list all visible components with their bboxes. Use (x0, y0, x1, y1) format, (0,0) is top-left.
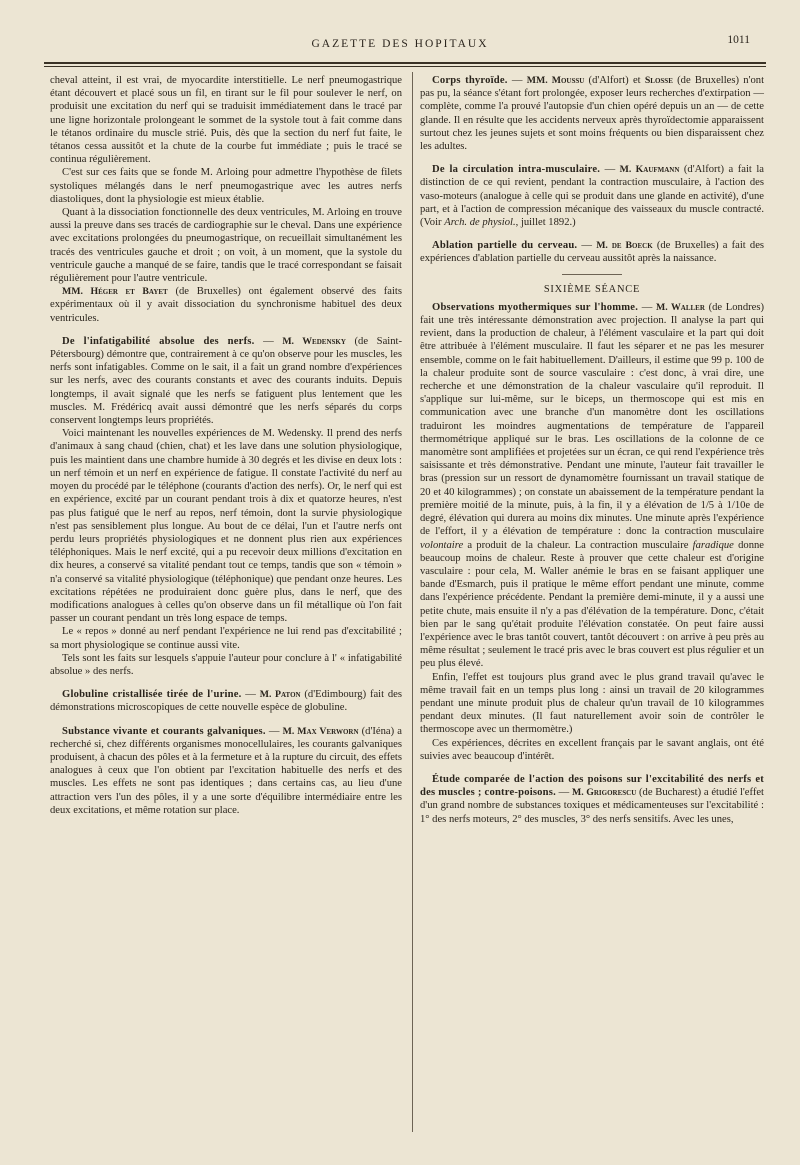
column-divider (412, 72, 413, 1132)
paragraph-text: (de Bruxelles) ont également observé des faits expérimentaux où il y avait dissociation du synchronisme habituel des deux ventricules. (50, 286, 402, 324)
author-name: M. Waller (656, 301, 705, 313)
right-column (420, 74, 764, 826)
section-title: Étude comparée de l'action des poisons sur l'excitabilité des nerfs et des muscles ; contre-poisons. (420, 773, 764, 799)
section-thyroid (420, 74, 764, 153)
paragraph: Ces expériences, décrites en excellent français par le savant anglais, ont été suivies avec beaucoup d'intérêt. (420, 737, 764, 762)
paragraph-text: (d'Edimbourg) fait des démonstrations microscopiques de cette nouvelle espèce de globuline. (50, 689, 402, 714)
italic-term: faradique (692, 539, 734, 551)
page-header (0, 34, 800, 58)
section-ablation (420, 239, 764, 265)
italic-term: volontaire (420, 539, 464, 551)
author-name: M. Kaufmann (619, 164, 680, 176)
section-title: Observations myothermiques sur l'homme. (432, 301, 639, 313)
paragraph: Voici maintenant les nouvelles expériences de M. Wedensky. Il prend des nerfs d'animaux à sang chaud (chien, chat) et les lave dans une solution physiologique, puis les maintient dans une chambre humide à 30 degrés et les divise en deux lots : un nerf témoin et un nerf en expérience de fatigue. Il constate l'activité du nerf au moyen du procédé par le téléphone (courants d'action des nerfs). Or, le nerf qui est en expérience, excité par un courant pendant trois à dix et quatorze heures, n'est pas plus fatigué que le nerf au repos, nerf témoin, dont la survie physiologique n'est pas sensiblement plus longue. Au bout de ce délai, l'un et l'autre nerfs ont perdu leurs propriétés physiologiques et ne donnent plus rien aux expériences téléphoniques. Mais le nerf excité, qui a pu recevoir deux millions d'excitation en dix heures, a conservé sa vitalité pendant tout ce temps, tandis que son « témoin » n'a conservé sa vitalité physiologique (téléphonique) que pendant onze heures. Les excitations répétées ne produiraient donc guère plus, dans le nerf, que des modifications analogues à celles qu'on observe dans un fil métallique où l'on fait passer un courant pendant un très long espace de temps. (50, 428, 402, 625)
dash: — (507, 75, 527, 86)
section-title: De la circulation intra-musculaire. (432, 164, 601, 176)
paragraph-text: a produit de la chaleur. La contraction musculaire (463, 539, 693, 551)
author-name: Slosse (644, 75, 673, 86)
dash: — (638, 301, 656, 313)
paragraph: cheval atteint, il est vrai, de myocardite interstitielle. Le nerf pneumogastrique étant découvert et placé sous un fil, en tirant sur le fil pour soulever le nerf, on produisit une excitation du nerf qui se traduisit immédiatement dans le tracé par une ligne horizontale prolongeant le sommet de la systole tout à fait comme dans le tétanos ordinaire du muscle strié. Puis, dès que la section du nerf fut faite, le tétanos cessa aussitôt et la chute de la courbe fut immédiate ; puis le tracé se continua régulièrement. (50, 75, 402, 166)
paragraph: Le « repos » donné au nerf pendant l'expérience ne lui rend pas d'excitabilité ; sa mort physiologique se continue aussi vite. (50, 626, 402, 651)
paragraph: Enfin, l'effet est toujours plus grand avec le plus grand travail qu'avec le même travail fait en un temps plus long : ainsi un travail de 20 kilogrammes pendant une minute produit plus de chaleur qu'un travail de 10 kilogrammes pendant deux minutes. (Il faut naturellement avoir soin de contrôler le thermoscope avec un thermomètre.) (420, 671, 764, 736)
paragraph-text: , juillet 1892.) (515, 217, 576, 229)
author-name: M. Grigorescu (572, 787, 637, 799)
dash: — (555, 787, 573, 799)
paragraph-text: (d'Alfort) a fait la distinction de ce qui revient, pendant la contraction musculaire, à l'action des vaso-moteurs (analogue à celle qui se produit dans une glande en activité), d'une part, et à l'action de compression mécanique des vaisseaux du muscle contracté. (Voir (420, 164, 764, 229)
section-poisons (420, 773, 764, 826)
dash: — (265, 725, 283, 737)
section-title: Corps thyroïde. (432, 75, 508, 86)
section-title: De l'infatigabilité absolue des nerfs. (62, 335, 255, 347)
dash: — (241, 689, 260, 701)
paragraph-text: donne beaucoup moins de chaleur. Reste à prouver que cette chaleur est d'origine vasculaire : pour cela, M. Waller anémie le bras en se faisant appliquer une bande d'Esmarch, puis il pratique le même effort pendant une minute, comme dans l'expérience précédente. Pendant la première demi-minute, il y a aussi une petite chute, mais ensuite il n'y a pas d'élévation de la température. Donc, c'était bien par le sang qu'était produite l'élévation constatée. On peut faire aussi l'expérience avec le bras tantôt couvert, tantôt découvert : on arrive à peu près au même résultat ; seulement le tracé pris avec le bras couvert est plus régulier et un peu plus élevé. (420, 539, 764, 670)
header-rule-thin (44, 66, 766, 67)
section-myothermic (420, 301, 764, 671)
paragraph (50, 285, 402, 325)
journal-reference: Arch. de physiol. (444, 217, 516, 229)
paragraph: C'est sur ces faits que se fonde M. Arloing pour admettre l'hypothèse de filets systoliques mélangés dans le nerf pneumogastrique avec les autres nerfs diastoliques, dont la physiologie est mieux établie. (50, 167, 402, 205)
paragraph: Quant à la dissociation fonctionnelle des deux ventricules, M. Arloing en trouve aussi la preuve dans ses tracés de cardiographie sur le cheval. Dans une expérience avec excitations prolongées du pneumogastrique, on recueillait simultanément les tracés des ventricules gauche et droit ; on voit, à un moment, que la systole du ventricule gauche a manqué de se faire, tandis que le tracé correspondant se faisait régulièrement pour l'autre ventricule. (50, 207, 402, 285)
paragraph-text: (de Bucharest) a étudié l'effet d'un grand nombre de substances toxiques et médicamenteuses sur l'excitabilité : 1° des nerfs moteurs, 2° des muscles, 3° des nerfs sensitifs. Avec les unes, (420, 787, 765, 825)
section-separator (562, 274, 622, 275)
paragraph-text: (de Saint-Pétersbourg) démontre que, contrairement à ce qu'on observe pour les muscles, les nerfs sont infatigables. Comme on le sait, il a fait un grand nombre d'expériences sur les nerfs, avec des courants constants et avec des courants induits. Depuis longtemps, il avait signalé que les nerfs se fatiguent plus lentement que les muscles. M. Frédéricq avait aussi démontré que les nerfs séparés du corps conservent longtemps leurs propriétés. (50, 335, 402, 427)
dash: — (254, 335, 283, 347)
paragraph-text: (de Bruxelles) n'ont pas pu, la séance s'étant fort prolongée, exposer leurs recherches d'extirpation — complète, comme l'a prouvé l'autopsie d'un chien opéré depuis un an — de cette glande. Il en résulte que les accidents nerveux après thyroïdectomie apparaissent surtout chez les jeunes sujets et sont moins fréquents ou bien disparaissent chez les adultes. (420, 75, 765, 153)
section-title: Substance vivante et courants galvaniques. (62, 725, 266, 737)
paragraph-text: (de Bruxelles) a fait des expériences d'ablation partielle du cerveau aussitôt après la naissance. (420, 240, 765, 265)
session-heading: SIXIÈME SÉANCE (543, 283, 641, 295)
running-title: GAZETTE DES HOPITAUX (311, 38, 489, 50)
section-paton (50, 688, 402, 714)
header-rule (44, 62, 766, 64)
author-name: M. Wedensky (282, 335, 346, 347)
page-number: 1011 (727, 34, 750, 46)
section-title: Ablation partielle du cerveau. (432, 240, 578, 252)
author-name: MM. Moussu (526, 75, 585, 86)
section-verworn (50, 725, 402, 817)
section-wedensky (50, 335, 402, 427)
section-circulation (420, 163, 764, 229)
author-name: M. Max Verworn (282, 725, 359, 737)
dash: — (600, 164, 620, 176)
paragraph-text: (d'Iéna) a recherché si, chez différents organismes monocellulaires, les courants galvaniques produisent, à chacun des pôles et à la fermeture et à la rupture du circuit, des effets analogues à ceux que l'on obtient par l'excitation habituelle des nerfs et des muscles. Les effets ne sont pas identiques ; dans certains cas, au lieu d'une attraction vers l'un des pôles, il y a une sorte d'équilibre intermédiaire entre les deux excitations, et même rotation sur place. (50, 725, 402, 816)
section-title: Globuline cristallisée tirée de l'urine. (62, 689, 242, 701)
left-column (50, 74, 402, 817)
paragraph: Tels sont les faits sur lesquels s'appuie l'auteur pour conclure à l' « infatigabilité absolue » des nerfs. (50, 652, 402, 677)
paragraph-text: (d'Alfort) et (584, 75, 645, 86)
author-name: MM. Héger et Bayet (62, 286, 168, 298)
dash: — (577, 240, 597, 252)
author-name: M. Paton (259, 689, 301, 701)
paragraph-text: (de Londres) fait une très intéressante démonstration avec projection. Il analyse la part qui revient, dans la production de chaleur, à l'élément vasculaire et la part qui doit être attribuée à l'élément musculaire. Il faut les séparer et ne pas les mesurer ensemble, comme on le fait habituellement. D'ailleurs, il estime que 99 p. 100 de la chaleur produite sont de source vasculaire : c'est donc, à vrai dire, une recherche et une démonstration de la chaleur vasculaire qu'il reproduit. Il s'applique sur lui-même, sur le biceps, un thermoscope qui est mis en communication avec une branche d'un manomètre dont les oscillations traduiront les moindres augmentations de température de l'appareil thermométrique appliqué sur le bras. Les oscillations de la colonne de ce manomètre sont amplifiées et projetées sur un écran, ce qui rend l'expérience très saisissante et très démonstrative. Pendant une minute, l'auteur fait travailler le bras (pression sur un ressort de dynamomètre fournissant un travail statique de 20 et 40 kilogrammes) ; on constate un abaissement de la température pendant la première moitié de la minute, puis, à la fin, il y a élévation de 1/5 à 1/10e de degré, élévation qui durera au moins dix minutes. Une minute après l'expérience de l'effort, il y a élévation de température : donc la contraction musculaire (420, 301, 765, 538)
author-name: M. de Boeck (596, 240, 653, 252)
